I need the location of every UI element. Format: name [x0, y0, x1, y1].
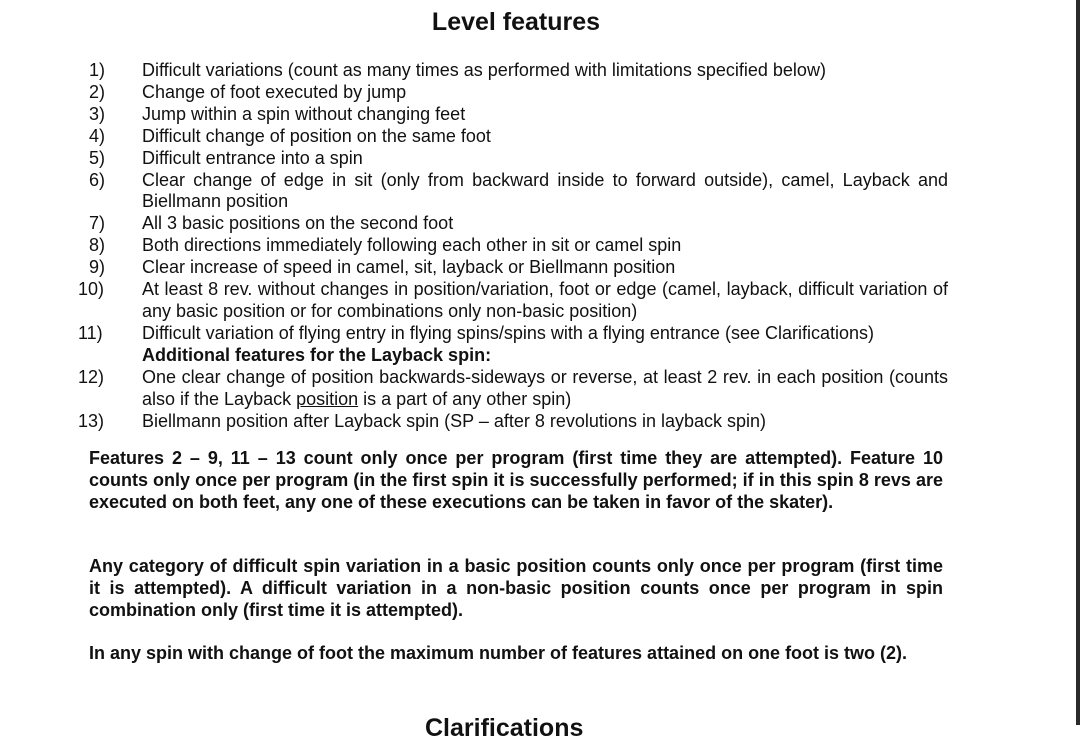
item-text: Both directions immediately following each other in sit or camel spin	[142, 235, 682, 256]
item-number: 8)	[89, 235, 106, 256]
item-number: 13)	[78, 410, 105, 431]
list-item	[78, 279, 948, 323]
item-text: Clear increase of speed in camel, sit, layback or Biellmann position	[142, 257, 676, 278]
item-number: 1)	[89, 60, 106, 80]
list-item	[78, 104, 948, 126]
level-features-list	[78, 60, 948, 432]
list-item	[78, 82, 948, 104]
item-text	[142, 367, 948, 411]
list-item	[78, 367, 948, 411]
list-item	[78, 323, 948, 345]
item-text: Difficult variation of flying entry in flying spins/spins with a flying entrance (see Clarifications)	[142, 322, 874, 343]
item-text: At least 8 rev. without changes in position/variation, foot or edge (camel, layback, difficult variation of any basic position or for combinations only non-basic position)	[142, 279, 948, 321]
item-text: All 3 basic positions on the second foot	[142, 213, 454, 234]
list-item	[78, 411, 948, 433]
item-number: 4)	[89, 125, 106, 146]
list-item	[78, 235, 948, 257]
clarifications-heading: Clarifications	[425, 714, 584, 742]
list-item	[78, 213, 948, 235]
item-number: 3)	[89, 103, 106, 124]
item-text-part: is a part of any other spin)	[358, 388, 572, 409]
item-number: 7)	[89, 213, 106, 234]
item-number: 5)	[89, 147, 106, 168]
page-edge-shadow	[1076, 0, 1080, 725]
item-text: Difficult variations (count as many times as performed with limitations specified below)	[142, 60, 826, 80]
rule-paragraph: Any category of difficult spin variation in a basic position counts only once per program (first time it is attempted). A difficult variation in a non-basic position counts once per program in spin combination only (first time it is attempted).	[89, 556, 943, 620]
item-text: Change of foot executed by jump	[142, 81, 407, 102]
item-text: Jump within a spin without changing feet	[142, 103, 466, 124]
item-number: 11)	[78, 322, 103, 343]
item-number: 6)	[89, 169, 106, 190]
item-number: 9)	[89, 257, 106, 278]
list-item	[78, 126, 948, 148]
item-text: Difficult entrance into a spin	[142, 147, 363, 168]
list-item	[78, 257, 948, 279]
underlined-word: position	[296, 388, 359, 409]
list-item	[78, 60, 948, 82]
list-item	[78, 148, 948, 170]
page-title: Level features	[431, 8, 601, 36]
item-text-part: One clear change of position backwards-sideways or reverse, at least 2 rev. in each position (counts also if the Layback	[142, 366, 948, 409]
rule-paragraph: In any spin with change of foot the maximum number of features attained on one foot is two (2).	[89, 643, 908, 663]
item-text: Difficult change of position on the same foot	[142, 125, 491, 146]
list-item	[78, 170, 948, 214]
item-text: Biellmann position after Layback spin (SP – after 8 revolutions in layback spin)	[142, 410, 766, 431]
item-number: 10)	[78, 279, 105, 300]
item-number: 2)	[89, 81, 106, 102]
rule-paragraph: Features 2 – 9, 11 – 13 count only once per program (first time they are attempted). Feature 10 counts only once per program (in the first spin it is successfully performed; if in this spin 8 revs are executed on both feet, any one of these executions can be taken in favor of the skater).	[89, 448, 943, 512]
item-text: Clear change of edge in sit (only from backward inside to forward outside), camel, Layback and Biellmann position	[142, 169, 948, 212]
layback-subheading: Additional features for the Layback spin:	[142, 344, 492, 365]
item-number: 12)	[78, 366, 105, 387]
